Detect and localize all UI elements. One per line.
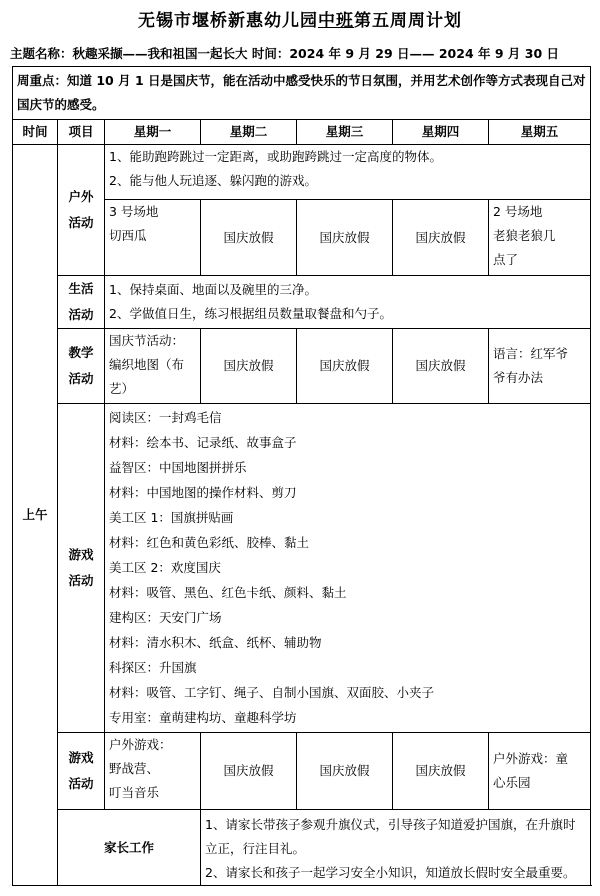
outdoor-goals-row [13, 145, 591, 200]
games-special-room: 专用室：童萌建构坊、童趣科学坊 [109, 710, 297, 725]
outdoor-fri-line3: 点了 [493, 252, 519, 267]
outdoor-mon-line1: 3 号场地 [109, 204, 159, 219]
games-label-line2: 活动 [68, 573, 94, 588]
games-area-art1: 美工区 1：国旗拼贴画 [109, 510, 234, 525]
games-material-art2: 材料：吸管、黑色、红色卡纸、颜料、黏土 [109, 585, 347, 600]
games-label-line1: 游戏 [68, 547, 94, 562]
teaching-label-line2: 活动 [68, 371, 94, 386]
games-area-science: 科探区：升国旗 [109, 660, 197, 675]
outdoor-label [58, 145, 105, 276]
header-tue: 星期二 [201, 120, 297, 145]
life-label [58, 276, 105, 329]
title-class: 中班 [318, 11, 354, 31]
life-row [13, 276, 591, 329]
header-wed: 星期三 [297, 120, 393, 145]
games-material-science: 材料：吸管、工字钉、绳子、自制小国旗、双面胶、小夹子 [109, 685, 435, 700]
header-fri: 星期五 [489, 120, 591, 145]
outdoor-wed: 国庆放假 [297, 200, 393, 276]
outdoor-thu: 国庆放假 [393, 200, 489, 276]
header-item: 项目 [58, 120, 105, 145]
outdoor-fri [489, 200, 591, 276]
life-label-line1: 生活 [68, 281, 94, 296]
title-week: 第五周周计划 [354, 11, 462, 31]
outdoor-mon [105, 200, 201, 276]
parents-item-2: 2、请家长和孩子一起学习安全小知识，知道放长假时安全最重要。 [205, 865, 576, 880]
games-material-build: 材料：清水积木、纸盒、纸杯、辅助物 [109, 635, 322, 650]
teaching-mon [105, 329, 201, 404]
parents-item-1: 1、请家长带孩子参观升旗仪式，引导孩子知道爱护国旗，在升旗时立正，行注目礼。 [205, 817, 576, 856]
outdoor-goal-2: 2、能与他人玩追逐、躲闪跑的游戏。 [109, 173, 317, 188]
games2-mon [105, 733, 201, 810]
teaching-wed: 国庆放假 [297, 329, 393, 404]
games-material-puzzle: 材料：中国地图的操作材料、剪刀 [109, 485, 297, 500]
teaching-mon-line2: 编织地图（布 [109, 357, 185, 372]
header-thu: 星期四 [393, 120, 489, 145]
games2-mon-line2: 野战营、 [109, 761, 160, 776]
games-row [13, 404, 591, 733]
parents-items [201, 810, 591, 886]
games2-fri-line1: 户外游戏：童 [493, 751, 569, 766]
time-morning: 上午 [13, 145, 58, 886]
games2-thu: 国庆放假 [393, 733, 489, 810]
games2-fri [489, 733, 591, 810]
teaching-fri-line1: 语言：红军爷 [493, 346, 569, 361]
teaching-row [13, 329, 591, 404]
games-area-art2: 美工区 2：欢度国庆 [109, 560, 221, 575]
outdoor-goals [105, 145, 591, 200]
plan-table [12, 66, 591, 886]
games-label [58, 404, 105, 733]
games2-tue: 国庆放假 [201, 733, 297, 810]
outdoor-fri-line1: 2 号场地 [493, 204, 543, 219]
games-area-build: 建构区：天安门广场 [109, 610, 222, 625]
header-time: 时间 [13, 120, 58, 145]
life-label-line2: 活动 [68, 307, 94, 322]
teaching-label [58, 329, 105, 404]
outdoor-tue: 国庆放假 [201, 200, 297, 276]
games2-label-line2: 活动 [68, 776, 94, 791]
teaching-mon-line3: 艺） [109, 381, 135, 396]
page-title [0, 6, 600, 31]
parents-row [13, 810, 591, 886]
header-row [13, 120, 591, 145]
outdoor-fri-line2: 老狼老狼几 [493, 228, 556, 243]
life-item-2: 2、学做值日生，练习根据组员数量取餐盘和勺子。 [109, 306, 392, 321]
games-area-puzzle: 益智区：中国地图拼拼乐 [109, 460, 247, 475]
games2-mon-line3: 叮当音乐 [109, 785, 160, 800]
games-areas [105, 404, 591, 733]
focus-row [13, 67, 591, 120]
games-material-reading: 材料：绘本书、记录纸、故事盒子 [109, 435, 297, 450]
games2-fri-line2: 心乐园 [493, 775, 531, 790]
games2-mon-line1: 户外游戏： [109, 737, 172, 752]
teaching-fri [489, 329, 591, 404]
games2-label [58, 733, 105, 810]
games-area-reading: 阅读区：一封鸡毛信 [109, 410, 222, 425]
theme-line: 主题名称：秋趣采撷——我和祖国一起长大 时间：2024 年 9 月 29 日—— 2024 年 9 月 30 日 [10, 46, 559, 61]
games2-row [13, 733, 591, 810]
life-item-1: 1、保持桌面、地面以及碗里的三净。 [109, 282, 317, 297]
games2-label-line1: 游戏 [68, 750, 94, 765]
games-material-art1: 材料：红色和黄色彩纸、胶棒、黏土 [109, 535, 310, 550]
teaching-label-line1: 教学 [68, 345, 94, 360]
teaching-thu: 国庆放假 [393, 329, 489, 404]
outdoor-mon-line2: 切西瓜 [109, 228, 147, 243]
outdoor-goal-1: 1、能助跑跨跳过一定距离，或助跑跨跳过一定高度的物体。 [109, 149, 442, 164]
teaching-mon-line1: 国庆节活动： [109, 333, 185, 348]
teaching-fri-line2: 爷有办法 [493, 370, 544, 385]
teaching-tue: 国庆放假 [201, 329, 297, 404]
games2-wed: 国庆放假 [297, 733, 393, 810]
parents-label: 家长工作 [58, 810, 201, 886]
header-mon: 星期一 [105, 120, 201, 145]
outdoor-label-line1: 户外 [68, 189, 94, 204]
outdoor-label-line2: 活动 [68, 215, 94, 230]
life-items [105, 276, 591, 329]
title-school: 无锡市堰桥新惠幼儿园 [138, 11, 318, 31]
week-focus: 周重点：知道 10 月 1 日是国庆节，能在活动中感受快乐的节日氛围，并用艺术创作等方式表现自己对国庆节的感受。 [13, 67, 591, 120]
